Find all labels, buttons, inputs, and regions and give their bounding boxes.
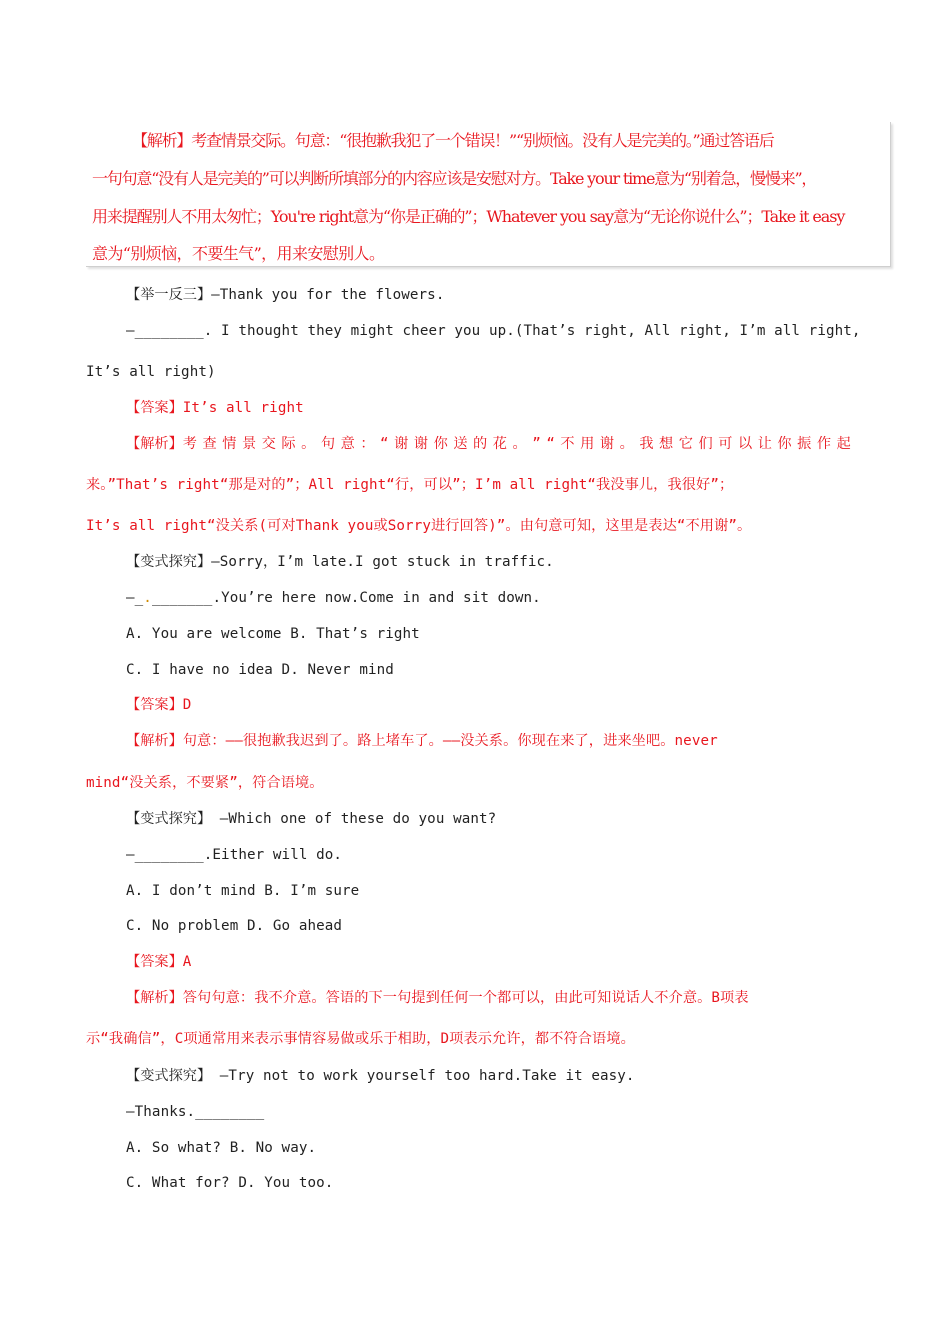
ex2-answer-text: D	[182, 697, 192, 713]
ex2-question	[126, 552, 554, 572]
ex1-question-text: —Thank you for the flowers.	[211, 287, 445, 303]
ex2-exp-text-1: 句意：——很抱歉我迟到了。路上堵车了。——没关系。你现在来了，进来坐吧。never	[182, 733, 718, 749]
ex2-options-ab: A. You are welcome B. That’s right	[126, 626, 420, 642]
box-line-1: 【解析】考查情景交际。句意：“很抱歉我犯了一个错误！”“别烦恼。没有人是完美的。”通过答语后	[132, 131, 774, 150]
ex4-line-2: —Thanks.________	[126, 1104, 265, 1120]
ex3-exp-text-1: 答句句意：我不介意。答语的下一句提到任何一个都可以，由此可知说话人不介意。B项表	[182, 990, 749, 1006]
ex1-line-2: —________. I thought they might cheer you up.(That’s right, All right, I’m all right,	[126, 323, 861, 339]
ex3-answer	[126, 952, 191, 972]
ex1-answer-text: It’s all right	[182, 400, 304, 416]
ex3-answer-tag: 【答案】	[126, 954, 183, 970]
ex2-question-text: —Sorry，I’m late.I got stuck in traffic.	[211, 554, 554, 570]
ex1-exp-tag: 【解析】	[126, 436, 183, 452]
ex1-explanation-1	[126, 434, 849, 454]
box-line-4: 意为“别烦恼，不要生气”，用来安慰别人。	[92, 244, 385, 263]
explanation-box	[86, 122, 891, 267]
ex1-answer	[126, 398, 304, 418]
box-line-3: 用来提醒别人不用太匆忙；You're right意为“你是正确的”；Whatever you say意为“无论你说什么”；Take it easy	[92, 207, 845, 226]
ex3-exp-tag: 【解析】	[126, 990, 183, 1006]
ex2-answer	[126, 695, 191, 715]
ex1-explanation-2: 来。”That’s right“那是对的”；All right“行，可以”；I’m all right“我没事儿，我很好”；	[86, 477, 734, 493]
ex4-options-cd: C. What for? D. You too.	[126, 1175, 334, 1191]
ex2-blank-rest: _______.You’re here now.Come in and sit down.	[151, 590, 541, 606]
ex3-answer-text: A	[182, 954, 192, 970]
ex3-options-cd: C. No problem D. Go ahead	[126, 918, 343, 934]
ex3-line-2: —________.Either will do.	[126, 847, 343, 863]
ex2-blank-prefix: —_	[126, 590, 144, 606]
ex2-options-cd: C. I have no idea D. Never mind	[126, 662, 394, 678]
ex2-explanation-2: mind“没关系，不要紧”，符合语境。	[86, 775, 324, 791]
ex1-line-3: It’s all right)	[86, 364, 216, 380]
ex3-question-text: —Which one of these do you want?	[211, 811, 497, 827]
box-line-2: 一句句意“没有人是完美的”可以判断所填部分的内容应该是安慰对方。Take your time意为“别着急，慢慢来”，	[92, 169, 817, 188]
ex2-exp-tag: 【解析】	[126, 733, 183, 749]
ex1-question	[126, 285, 444, 305]
ex3-explanation-1	[126, 988, 749, 1008]
ex1-explanation-3: It’s all right“没关系(可对Thank you或Sorry进行回答)”。由句意可知，这里是表达“不用谢”。	[86, 518, 752, 534]
ex4-question	[126, 1066, 635, 1086]
ex1-tag: 【举一反三】	[126, 287, 212, 303]
ex2-tag: 【变式探究】	[126, 554, 212, 570]
ex1-answer-tag: 【答案】	[126, 400, 183, 416]
ex3-question	[126, 809, 496, 829]
ex3-options-ab: A. I don’t mind B. I’m sure	[126, 883, 360, 899]
ex2-explanation-1	[126, 731, 718, 751]
ex4-tag: 【变式探究】	[126, 1068, 212, 1084]
ex3-tag: 【变式探究】	[126, 811, 212, 827]
ex2-line-2	[126, 588, 541, 608]
ex3-explanation-2: 示“我确信”，C项通常用来表示事情容易做或乐于相助，D项表示允许，都不符合语境。	[86, 1031, 635, 1047]
ex2-blank-dot: .	[143, 590, 152, 606]
ex4-question-text: —Try not to work yourself too hard.Take it easy.	[211, 1068, 635, 1084]
ex1-exp-text-1: 考 查 情 景 交 际 。 句 意 ： “ 谢 谢 你 送 的 花 。 ” “ 不 用 谢 。 我 想 它 们 可 以 让 你 振 作 起	[182, 436, 850, 452]
ex4-options-ab: A. So what? B. No way.	[126, 1140, 317, 1156]
ex2-answer-tag: 【答案】	[126, 697, 183, 713]
